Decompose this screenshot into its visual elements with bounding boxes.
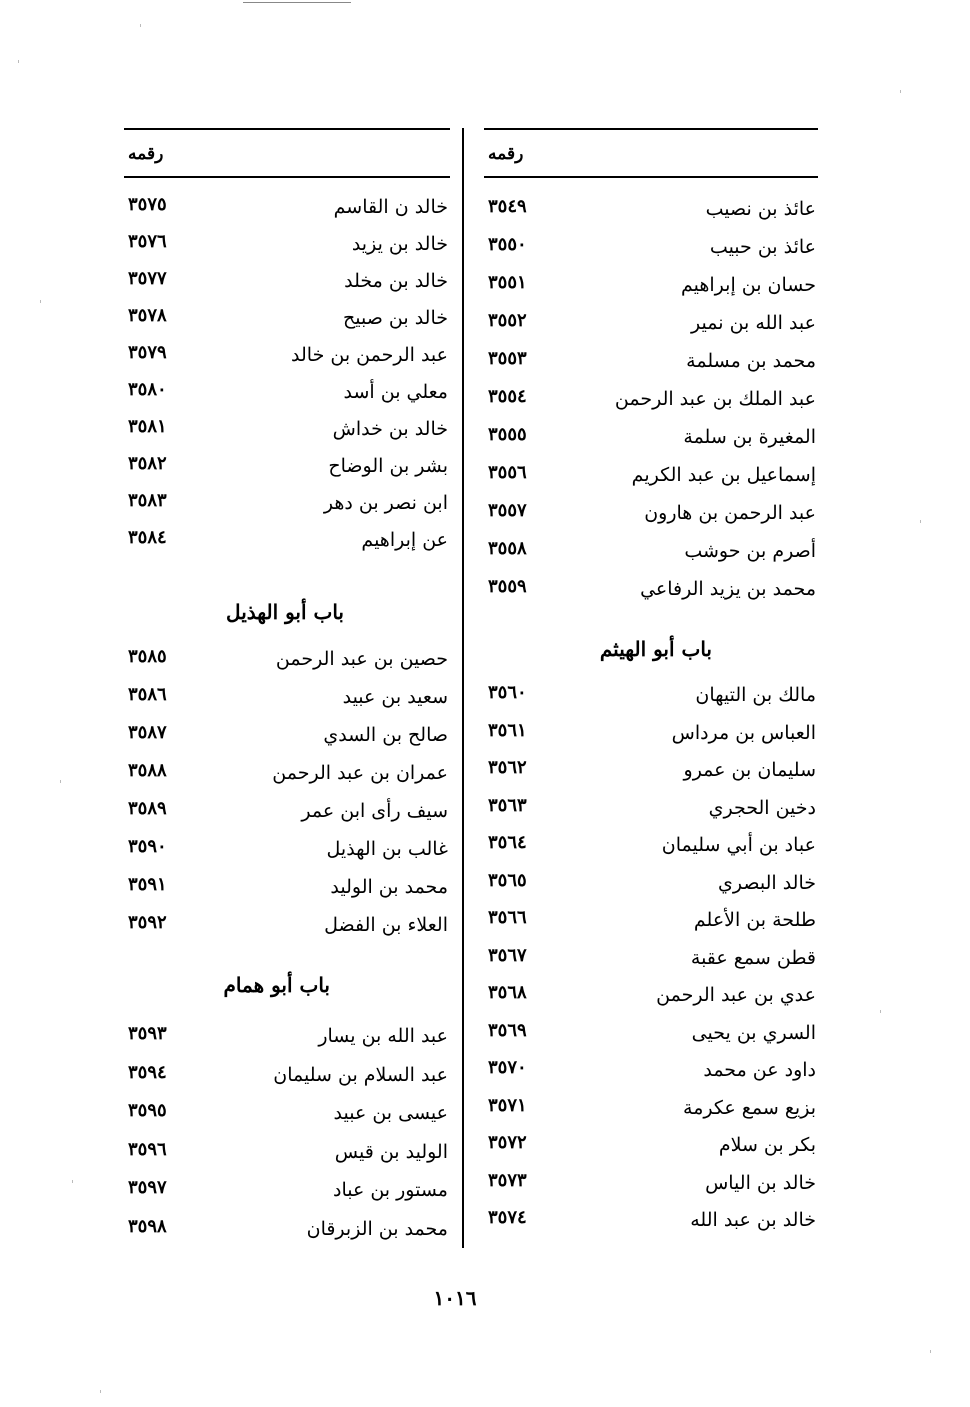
index-entry: [124, 800, 450, 830]
index-entry: [484, 350, 818, 380]
entry-name: داود عن محمد: [703, 1059, 816, 1081]
scan-speck: [100, 1390, 101, 1393]
entry-number: ٣٥٧٩: [128, 342, 167, 363]
index-entry: [484, 388, 818, 418]
entry-number: ٣٥٥٤: [488, 386, 527, 407]
entry-number: ٣٥٦٨: [488, 982, 527, 1003]
entry-number: ٣٥٩٥: [128, 1100, 167, 1121]
entry-number: ٣٥٧٥: [128, 194, 167, 215]
entry-name: عبد الرحمن بن خالد: [291, 344, 448, 366]
entry-name: بشر بن الوضاح: [328, 455, 448, 477]
entry-name: الوليد بن قيس: [334, 1140, 448, 1163]
entry-number: ٣٥٨٦: [128, 684, 167, 705]
entry-number: ٣٥٦٦: [488, 907, 527, 928]
index-entry: [484, 1019, 818, 1052]
entry-name: بزيع سمع عكرمة: [683, 1096, 816, 1119]
entry-name: معلي بن أسد: [343, 381, 448, 403]
scan-speck: [920, 520, 921, 523]
header-bottom-rule: [124, 176, 450, 178]
index-entry: [124, 876, 450, 906]
index-entry: [484, 1134, 818, 1164]
entry-name: ابن نصر بن دهر: [323, 492, 448, 514]
scan-speck: [140, 24, 141, 27]
entry-name: عبد الرحمن بن هارون: [644, 502, 816, 524]
entry-name: حصين بن عبد الرحمن: [275, 648, 448, 670]
number-column-header: رقمه: [488, 144, 524, 164]
number-column-header: رقمه: [128, 144, 164, 164]
entry-name: سعيد بن عبيد: [342, 686, 448, 708]
entry-number: ٣٥٩٢: [128, 912, 167, 933]
entry-name: خالد بن الياس: [705, 1171, 816, 1194]
index-entry: [124, 455, 450, 485]
entry-number: ٣٥٥٠: [488, 234, 527, 255]
entry-name: محمد بن الزبرقان: [306, 1217, 448, 1240]
index-entry: [124, 648, 450, 678]
entry-number: ٣٥٥٧: [488, 500, 527, 521]
section-heading-abu-al-hudhayl: باب أبو الهذيل: [226, 600, 344, 624]
entry-name: خالد بن خداش: [332, 418, 448, 440]
index-entry: [484, 502, 818, 532]
index-entry: [484, 684, 818, 714]
index-entry: [124, 1061, 450, 1094]
entry-number: ٣٥٤٩: [488, 196, 527, 217]
entry-name: طلحة بن الأعلم: [693, 909, 816, 931]
entry-name: إسماعيل بن عبد الكريم: [631, 464, 816, 486]
index-entry: [124, 307, 450, 337]
column-divider: [462, 128, 464, 1248]
scan-speck: [18, 60, 19, 63]
entry-name: سليمان بن عمرو: [683, 759, 816, 781]
index-entry: [484, 426, 818, 456]
entry-number: ٣٥٦٣: [488, 794, 527, 816]
entry-number: ٣٥٦١: [488, 719, 527, 741]
entry-number: ٣٥٨٣: [128, 490, 167, 511]
index-entry: [124, 686, 450, 716]
entry-number: ٣٥٨٢: [128, 453, 167, 474]
entry-number: ٣٥٥٨: [488, 538, 527, 559]
index-entry: [124, 1102, 450, 1132]
entry-number: ٣٥٦٢: [488, 757, 527, 778]
entry-name: العباس بن مرداس: [671, 721, 816, 744]
entry-name: عبد الملك بن عبد الرحمن: [614, 388, 816, 410]
entry-name: صالح بن السدي: [323, 724, 448, 746]
entry-name: العلاء بن الفضل: [324, 914, 448, 936]
entry-number: ٣٥٨٤: [128, 527, 167, 548]
entry-name: خالد بن عبد الله: [690, 1209, 816, 1231]
entry-number: ٣٥٧٨: [128, 305, 167, 326]
entry-number: ٣٥٩١: [128, 874, 167, 895]
top-scan-line: [243, 2, 351, 3]
entry-number: ٣٥٧٢: [488, 1132, 527, 1153]
index-entry: [484, 464, 818, 494]
entry-name: السري بن يحيى: [691, 1021, 816, 1044]
index-entry: [124, 529, 450, 559]
entry-name: عن إبراهيم: [361, 529, 448, 551]
entry-number: ٣٥٥٥: [488, 424, 527, 445]
index-entry: [484, 540, 818, 570]
entry-name: عبد الله بن نمير: [691, 312, 816, 334]
scan-speck: [72, 1180, 73, 1183]
index-entry: [124, 762, 450, 792]
entry-name: حسان بن إبراهيم: [681, 274, 816, 296]
entry-number: ٣٥٨٠: [128, 379, 167, 400]
index-entry: [484, 312, 818, 342]
page-number: ١٠١٦: [433, 1286, 477, 1310]
entry-number: ٣٥٧٠: [488, 1057, 527, 1078]
entry-name: عيسى بن عبيد: [333, 1102, 448, 1124]
index-entry: [124, 344, 450, 374]
index-entry: [124, 724, 450, 754]
entry-name: عائذ بن حبيب: [709, 236, 816, 258]
entry-name: خالد بن صبيح: [343, 307, 448, 329]
entry-name: المغيرة بن سلمة: [683, 426, 816, 448]
index-entry: [124, 1138, 450, 1171]
index-entry: [124, 196, 450, 226]
entry-name: عباد بن أبي سليمان: [661, 834, 816, 856]
header-top-rule: [124, 128, 450, 130]
index-entry: [484, 794, 818, 827]
entry-name: محمد بن الوليد: [330, 876, 448, 898]
entry-number: ٣٥٧١: [488, 1094, 527, 1116]
entry-name: محمد بن مسلمة: [686, 350, 816, 372]
entry-number: ٣٥٦٠: [488, 682, 527, 703]
entry-name: مالك بن التيهان: [695, 684, 816, 706]
entry-name: عبد السلام بن سليمان: [273, 1063, 448, 1086]
index-entry: [484, 719, 818, 752]
index-entry: [484, 274, 818, 304]
entry-number: ٣٥٧٧: [128, 268, 167, 289]
index-entry: [484, 834, 818, 864]
index-entry: [124, 233, 450, 263]
scan-speck: [880, 1010, 881, 1013]
entry-name: عائذ بن نصيب: [705, 198, 816, 220]
entry-name: دخين الحجري: [708, 796, 816, 819]
index-entry: [484, 236, 818, 266]
index-entry: [124, 492, 450, 522]
index-entry: [484, 198, 818, 228]
entry-name: خالد بن يزيد: [351, 233, 448, 255]
entry-name: قطن سمع عقبة: [690, 946, 816, 969]
index-entry: [484, 1094, 818, 1127]
index-entry: [484, 1169, 818, 1202]
index-entry: [484, 759, 818, 789]
index-entry: [124, 914, 450, 944]
entry-number: ٣٥٩٠: [128, 836, 167, 857]
entry-number: ٣٥٥٣: [488, 348, 527, 369]
entry-name: عدي بن عبد الرحمن: [656, 984, 816, 1006]
index-entry: [124, 1179, 450, 1209]
entry-name: سيف رأى ابن عمر: [301, 800, 448, 822]
entry-name: عمران بن عبد الرحمن: [272, 762, 448, 784]
entry-name: غالب بن الهذيل: [326, 838, 448, 860]
section-heading-abu-al-haytham: باب أبو الهيثم: [599, 637, 712, 661]
scan-speck: [60, 780, 61, 783]
entry-name: محمد بن يزيد الرفاعي: [640, 578, 816, 600]
entry-name: بكر بن سلام: [718, 1134, 816, 1156]
index-entry: [484, 984, 818, 1014]
entry-number: ٣٥٥٦: [488, 462, 527, 483]
index-entry: [484, 909, 818, 939]
entry-number: ٣٥٨٥: [128, 646, 167, 667]
entry-number: ٣٥٧٤: [488, 1207, 527, 1228]
index-entry: [124, 381, 450, 411]
entry-name: مستور بن عباد: [332, 1179, 448, 1201]
index-entry: [124, 418, 450, 448]
entry-number: ٣٥٩٦: [128, 1138, 167, 1160]
index-entry: [484, 578, 818, 608]
entry-name: عبد الله بن يسار: [318, 1025, 448, 1047]
index-entry: [484, 944, 818, 977]
index-entry: [124, 1215, 450, 1248]
entry-number: ٣٥٦٥: [488, 869, 527, 891]
index-entry: [124, 838, 450, 868]
index-entry: [124, 270, 450, 300]
entry-number: ٣٥٨٨: [128, 760, 167, 781]
entry-name: خالد بن مخلد: [344, 270, 448, 292]
entry-number: ٣٥٧٦: [128, 231, 167, 252]
entry-number: ٣٥٦٤: [488, 832, 527, 853]
header-bottom-rule: [484, 176, 818, 178]
scan-speck: [40, 300, 41, 303]
entry-number: ٣٥٨٩: [128, 798, 167, 819]
index-entry: [484, 1059, 818, 1089]
index-entry: [484, 1209, 818, 1239]
entry-number: ٣٥٥١: [488, 272, 527, 293]
section-heading-abu-hammam: باب أبو همام: [223, 973, 330, 997]
entry-number: ٣٥٧٣: [488, 1169, 527, 1191]
entry-number: ٣٥٦٧: [488, 944, 527, 966]
entry-name: خالد ن القاسم: [333, 196, 448, 218]
entry-number: ٣٥٥٩: [488, 576, 527, 597]
entry-name: خالد البصري: [718, 871, 816, 894]
entry-name: أصرم بن حوشب: [684, 540, 816, 562]
scan-speck: [930, 1350, 931, 1353]
header-top-rule: [484, 128, 818, 130]
scan-speck: [900, 90, 901, 93]
entry-number: ٣٥٦٩: [488, 1019, 527, 1041]
entry-number: ٣٥٨١: [128, 416, 167, 437]
entry-number: ٣٥٥٢: [488, 310, 527, 331]
entry-number: ٣٥٩٤: [128, 1061, 167, 1083]
index-entry: [484, 869, 818, 902]
entry-number: ٣٥٨٧: [128, 722, 167, 743]
entry-number: ٣٥٩٣: [128, 1023, 167, 1044]
entry-number: ٣٥٩٨: [128, 1215, 167, 1237]
index-entry: [124, 1025, 450, 1055]
entry-number: ٣٥٩٧: [128, 1177, 167, 1198]
